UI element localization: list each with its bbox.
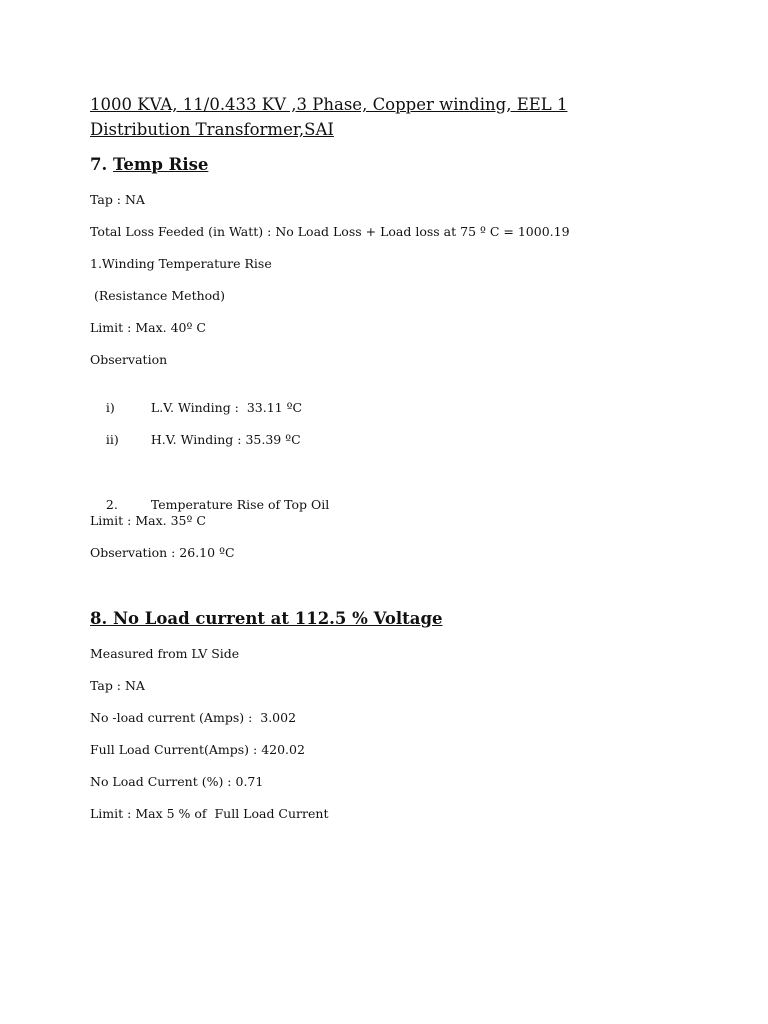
s8-tap: Tap : NA (90, 678, 145, 693)
s7-observation-label: Observation (90, 352, 168, 367)
s8-no-load-percent: No Load Current (%) : 0.71 (90, 774, 264, 789)
obs-marker: i) (105, 400, 115, 415)
section-8-number: 8. (90, 609, 108, 628)
s8-no-load-current: No -load current (Amps) : 3.002 (90, 710, 297, 725)
s7-limit-1: Limit : Max. 40º C (90, 320, 206, 335)
s7-observation-2: Observation : 26.10 ºC (90, 545, 235, 560)
obs-text: L.V. Winding : 33.11 ºC (150, 400, 303, 415)
section-7-number: 7. (90, 155, 108, 174)
s7-total-loss: Total Loss Feeded (in Watt) : No Load Loss + Load loss at 75 º C = 1000.19 (90, 224, 570, 239)
s8-limit: Limit : Max 5 % of Full Load Current (90, 806, 329, 821)
document-title: 1000 KVA, 11/0.433 KV ,3 Phase, Copper winding, EEL 1 Distribution Transformer,SAI (90, 95, 568, 139)
s7-method: (Resistance Method) (90, 288, 226, 303)
s7-tap: Tap : NA (90, 192, 145, 207)
top-oil-marker: 2. (105, 497, 118, 512)
section-7-title: Temp Rise (112, 155, 209, 174)
s7-winding-rise: 1.Winding Temperature Rise (90, 256, 272, 271)
top-oil-text: Temperature Rise of Top Oil (150, 497, 330, 512)
section-7-heading (90, 154, 208, 176)
s7-limit-2: Limit : Max. 35º C (90, 513, 206, 528)
s8-measured: Measured from LV Side (90, 646, 240, 661)
obs-marker: ii) (105, 432, 119, 447)
section-8-title: No Load current at 112.5 % Voltage (107, 609, 443, 628)
obs-text: H.V. Winding : 35.39 ºC (150, 432, 301, 447)
s8-full-load-current: Full Load Current(Amps) : 420.02 (90, 742, 305, 757)
s7-obs-item-hv (90, 416, 301, 464)
section-8-heading (90, 608, 442, 630)
